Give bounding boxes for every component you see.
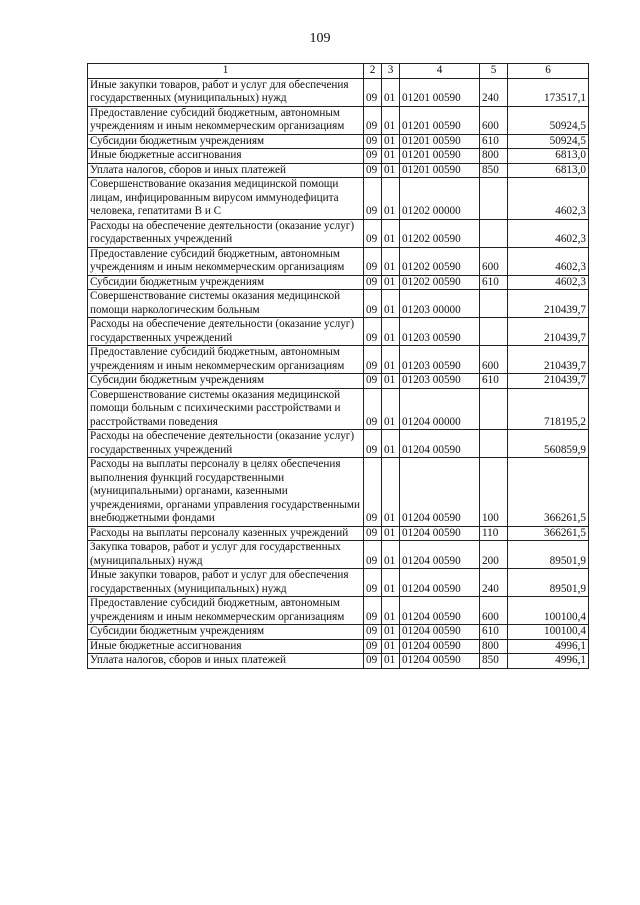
row-name: Расходы на выплаты персоналу в целях обеспечения выполнения функций государственными (муниципальными) органами, казенными учреждениями, органами управления государственными внебюджетными фондами [88, 458, 364, 527]
section-code: 09 [364, 458, 382, 527]
table-row [88, 247, 589, 275]
amount: 6813,0 [508, 163, 589, 178]
amount: 4602,3 [508, 178, 589, 220]
expense-type-code [480, 430, 508, 458]
table-row [88, 374, 589, 389]
row-name: Субсидии бюджетным учреждениям [88, 625, 364, 640]
section-code: 09 [364, 219, 382, 247]
table-row [88, 654, 589, 669]
row-name: Совершенствование оказания медицинской помощи лицам, инфицированным вирусом иммунодефицита человека, гепатитами В и С [88, 178, 364, 220]
row-name: Иные бюджетные ассигнования [88, 639, 364, 654]
table-row [88, 526, 589, 541]
amount: 100100,4 [508, 625, 589, 640]
expense-type-code: 240 [480, 569, 508, 597]
subsection-code: 01 [382, 219, 400, 247]
table-row [88, 219, 589, 247]
subsection-code: 01 [382, 625, 400, 640]
section-code: 09 [364, 654, 382, 669]
subsection-code: 01 [382, 178, 400, 220]
amount: 210439,7 [508, 374, 589, 389]
target-article-code: 01204 00590 [400, 639, 480, 654]
subsection-code: 01 [382, 134, 400, 149]
target-article-code: 01204 00590 [400, 569, 480, 597]
expense-type-code: 800 [480, 149, 508, 164]
target-article-code: 01202 00590 [400, 247, 480, 275]
target-article-code: 01204 00590 [400, 526, 480, 541]
row-name: Субсидии бюджетным учреждениям [88, 275, 364, 290]
row-name: Иные закупки товаров, работ и услуг для обеспечения государственных (муниципальных) нужд [88, 78, 364, 106]
subsection-code: 01 [382, 163, 400, 178]
section-code: 09 [364, 374, 382, 389]
subsection-code: 01 [382, 318, 400, 346]
amount: 100100,4 [508, 597, 589, 625]
table-header-row [88, 64, 589, 79]
table-row [88, 178, 589, 220]
row-name: Совершенствование системы оказания медицинской помощи наркологическим больным [88, 290, 364, 318]
expense-type-code: 600 [480, 106, 508, 134]
subsection-code: 01 [382, 275, 400, 290]
section-code: 09 [364, 290, 382, 318]
amount: 366261,5 [508, 458, 589, 527]
subsection-code: 01 [382, 541, 400, 569]
row-name: Расходы на обеспечение деятельности (оказание услуг) государственных учреждений [88, 430, 364, 458]
target-article-code: 01203 00000 [400, 290, 480, 318]
table-row [88, 541, 589, 569]
amount: 50924,5 [508, 106, 589, 134]
section-code: 09 [364, 346, 382, 374]
subsection-code: 01 [382, 106, 400, 134]
row-name: Предоставление субсидий бюджетным, автономным учреждениям и иным некоммерческим организациям [88, 106, 364, 134]
table-row [88, 597, 589, 625]
table-row [88, 149, 589, 164]
expense-type-code: 610 [480, 275, 508, 290]
expense-type-code: 850 [480, 163, 508, 178]
subsection-code: 01 [382, 374, 400, 389]
row-name: Уплата налогов, сборов и иных платежей [88, 163, 364, 178]
row-name: Уплата налогов, сборов и иных платежей [88, 654, 364, 669]
subsection-code: 01 [382, 430, 400, 458]
section-code: 09 [364, 625, 382, 640]
expense-type-code: 240 [480, 78, 508, 106]
amount: 210439,7 [508, 318, 589, 346]
section-code: 09 [364, 597, 382, 625]
table-row [88, 78, 589, 106]
column-header: 5 [480, 64, 508, 79]
target-article-code: 01204 00590 [400, 625, 480, 640]
table-row [88, 163, 589, 178]
amount: 4602,3 [508, 275, 589, 290]
row-name: Предоставление субсидий бюджетным, автономным учреждениям и иным некоммерческим организациям [88, 346, 364, 374]
table-row [88, 318, 589, 346]
column-header: 2 [364, 64, 382, 79]
amount: 718195,2 [508, 388, 589, 430]
table-row [88, 430, 589, 458]
row-name: Предоставление субсидий бюджетным, автономным учреждениям и иным некоммерческим организациям [88, 597, 364, 625]
target-article-code: 01201 00590 [400, 78, 480, 106]
section-code: 09 [364, 275, 382, 290]
target-article-code: 01201 00590 [400, 134, 480, 149]
target-article-code: 01204 00590 [400, 430, 480, 458]
row-name: Расходы на обеспечение деятельности (оказание услуг) государственных учреждений [88, 318, 364, 346]
expense-type-code: 800 [480, 639, 508, 654]
expense-type-code [480, 290, 508, 318]
section-code: 09 [364, 247, 382, 275]
column-header: 4 [400, 64, 480, 79]
target-article-code: 01202 00590 [400, 219, 480, 247]
amount: 4996,1 [508, 654, 589, 669]
row-name: Совершенствование системы оказания медицинской помощи больным с психическими расстройствами и расстройствами поведения [88, 388, 364, 430]
expense-type-code: 110 [480, 526, 508, 541]
amount: 210439,7 [508, 346, 589, 374]
subsection-code: 01 [382, 639, 400, 654]
expense-type-code [480, 219, 508, 247]
table-row [88, 106, 589, 134]
page-number: 109 [309, 31, 331, 46]
table-row [88, 458, 589, 527]
section-code: 09 [364, 163, 382, 178]
row-name: Иные закупки товаров, работ и услуг для обеспечения государственных (муниципальных) нужд [88, 569, 364, 597]
amount: 50924,5 [508, 134, 589, 149]
target-article-code: 01201 00590 [400, 149, 480, 164]
section-code: 09 [364, 430, 382, 458]
amount: 4996,1 [508, 639, 589, 654]
subsection-code: 01 [382, 247, 400, 275]
table-row [88, 290, 589, 318]
table-row [88, 346, 589, 374]
subsection-code: 01 [382, 597, 400, 625]
expense-type-code [480, 388, 508, 430]
section-code: 09 [364, 639, 382, 654]
expense-type-code: 850 [480, 654, 508, 669]
expense-type-code: 600 [480, 346, 508, 374]
target-article-code: 01204 00000 [400, 388, 480, 430]
expense-type-code: 610 [480, 374, 508, 389]
expense-type-code: 600 [480, 247, 508, 275]
row-name: Предоставление субсидий бюджетным, автономным учреждениям и иным некоммерческим организациям [88, 247, 364, 275]
section-code: 09 [364, 106, 382, 134]
subsection-code: 01 [382, 388, 400, 430]
row-name: Субсидии бюджетным учреждениям [88, 374, 364, 389]
section-code: 09 [364, 318, 382, 346]
column-header: 3 [382, 64, 400, 79]
target-article-code: 01202 00000 [400, 178, 480, 220]
column-header: 1 [88, 64, 364, 79]
amount: 210439,7 [508, 290, 589, 318]
target-article-code: 01203 00590 [400, 374, 480, 389]
row-name: Расходы на выплаты персоналу казенных учреждений [88, 526, 364, 541]
amount: 560859,9 [508, 430, 589, 458]
target-article-code: 01203 00590 [400, 346, 480, 374]
target-article-code: 01201 00590 [400, 163, 480, 178]
section-code: 09 [364, 541, 382, 569]
expense-type-code [480, 178, 508, 220]
section-code: 09 [364, 178, 382, 220]
target-article-code: 01202 00590 [400, 275, 480, 290]
expense-type-code: 100 [480, 458, 508, 527]
subsection-code: 01 [382, 569, 400, 597]
section-code: 09 [364, 388, 382, 430]
expense-type-code: 610 [480, 625, 508, 640]
section-code: 09 [364, 134, 382, 149]
target-article-code: 01204 00590 [400, 458, 480, 527]
subsection-code: 01 [382, 458, 400, 527]
amount: 4602,3 [508, 247, 589, 275]
target-article-code: 01204 00590 [400, 541, 480, 569]
table-row [88, 625, 589, 640]
expense-type-code [480, 318, 508, 346]
amount: 89501,9 [508, 569, 589, 597]
expense-type-code: 600 [480, 597, 508, 625]
amount: 89501,9 [508, 541, 589, 569]
target-article-code: 01204 00590 [400, 597, 480, 625]
amount: 4602,3 [508, 219, 589, 247]
subsection-code: 01 [382, 78, 400, 106]
subsection-code: 01 [382, 654, 400, 669]
table-row [88, 569, 589, 597]
subsection-code: 01 [382, 149, 400, 164]
table-row [88, 388, 589, 430]
row-name: Расходы на обеспечение деятельности (оказание услуг) государственных учреждений [88, 219, 364, 247]
column-header: 6 [508, 64, 589, 79]
budget-table [87, 63, 589, 669]
table-row [88, 275, 589, 290]
table-row [88, 639, 589, 654]
amount: 6813,0 [508, 149, 589, 164]
target-article-code: 01201 00590 [400, 106, 480, 134]
target-article-code: 01203 00590 [400, 318, 480, 346]
subsection-code: 01 [382, 526, 400, 541]
section-code: 09 [364, 149, 382, 164]
expense-type-code: 200 [480, 541, 508, 569]
section-code: 09 [364, 569, 382, 597]
subsection-code: 01 [382, 290, 400, 318]
row-name: Закупка товаров, работ и услуг для государственных (муниципальных) нужд [88, 541, 364, 569]
table-row [88, 134, 589, 149]
amount: 366261,5 [508, 526, 589, 541]
row-name: Субсидии бюджетным учреждениям [88, 134, 364, 149]
amount: 173517,1 [508, 78, 589, 106]
expense-type-code: 610 [480, 134, 508, 149]
section-code: 09 [364, 526, 382, 541]
target-article-code: 01204 00590 [400, 654, 480, 669]
row-name: Иные бюджетные ассигнования [88, 149, 364, 164]
section-code: 09 [364, 78, 382, 106]
subsection-code: 01 [382, 346, 400, 374]
